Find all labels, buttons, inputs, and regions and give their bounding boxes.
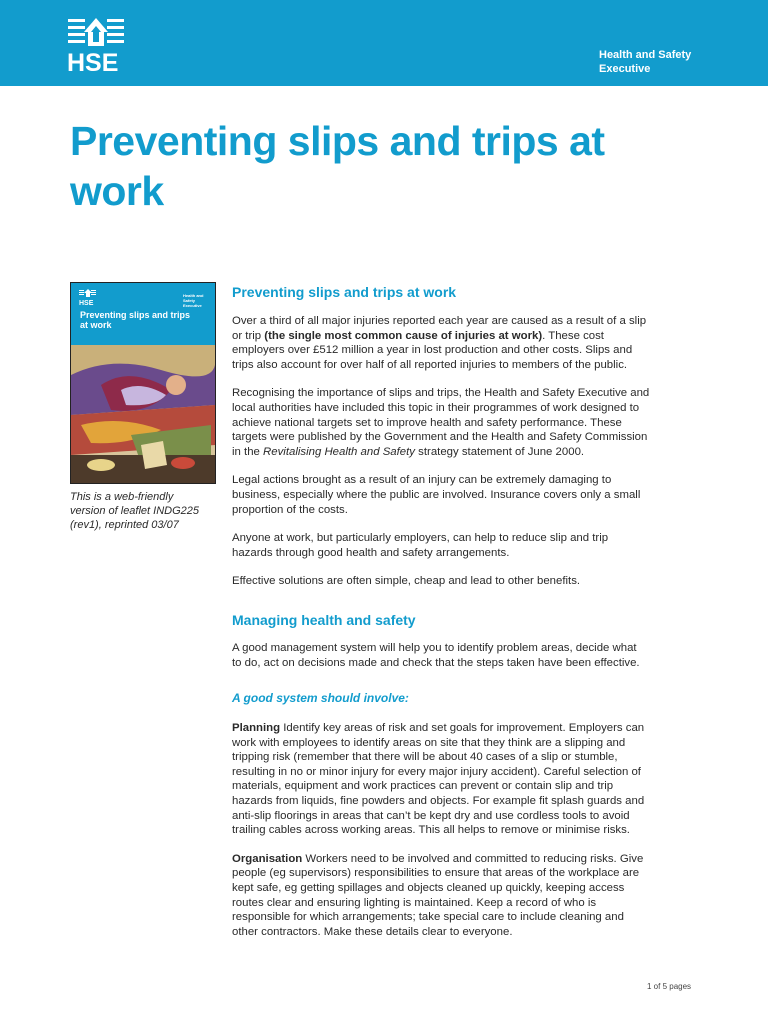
term-label: Organisation [232, 852, 303, 865]
text-line [232, 852, 702, 867]
paragraph [232, 574, 702, 589]
caption-line1: This is a web-friendly [70, 491, 174, 503]
cover-caption [70, 490, 220, 532]
text-line: trailing cables across working areas. This all helps to remove or minimise risks. [232, 824, 630, 837]
text-line: local authorities have included this topic in their programmes of work designed to [232, 401, 640, 414]
text-line: employers over £512 million a year in lost production and other costs. Slips and [232, 344, 633, 357]
leaflet-cover-image [70, 282, 216, 484]
text-line: resulting in no or minor injury for every major injury accident). Careful selection of [232, 765, 641, 778]
text-line: Anyone at work, but particularly employers, can help to reduce slip and trip [232, 532, 609, 545]
text-line: trips also account for over half of all reported injuries to members of the public. [232, 358, 628, 371]
text-line: other contractors. Make these details clear to everyone. [232, 925, 513, 938]
term-label: Planning [232, 722, 281, 735]
paragraph [232, 531, 702, 560]
paragraph [232, 641, 702, 670]
paragraph-organisation [232, 852, 702, 940]
text-line: hazards from liquids, fine powders and objects. For example fit splash guards and [232, 795, 645, 808]
paragraph [232, 386, 702, 459]
text-line: to do, act on decisions made and check that the steps taken have been effective. [232, 656, 640, 669]
page-number: 1 of 5 pages [647, 982, 692, 991]
main-content [232, 283, 702, 939]
paragraph [232, 314, 702, 372]
page-title-line1: Preventing slips and trips at [70, 118, 605, 164]
caption-line2: version of leaflet INDG225 [70, 505, 200, 517]
section-heading: Preventing slips and trips at work [232, 284, 457, 300]
text-span: in the [232, 445, 264, 458]
cover-hse-logo-icon [79, 289, 97, 306]
text-line: Effective solutions are often simple, cheap and lead to other benefits. [232, 575, 581, 588]
text-line: responsible for which arrangements; take special care to include cleaning and [232, 911, 624, 924]
text-line: work with employees to identify areas on site that they think are a slipping and [232, 736, 626, 749]
cover-title-line2: at work [80, 320, 112, 330]
page-title [70, 116, 710, 216]
text-span: Workers need to be involved and committed to reducing risks. Give [302, 852, 644, 865]
text-line [232, 721, 702, 736]
hse-logo-icon [66, 16, 128, 74]
text-line: tripping risk (remember that there will be about 40 cases of a slip or stumble, [232, 751, 618, 764]
text-span: Identify key areas of risk and set goals for improvement. Employers can [280, 722, 645, 735]
text-span: or trip [232, 329, 265, 342]
text-line: people (eg supervisors) responsibilities to ensure that areas of the workplace are [232, 867, 640, 880]
hse-logo-text: HSE [67, 49, 119, 74]
paragraph-planning [232, 721, 702, 838]
org-name-line2: Executive [599, 63, 651, 75]
paragraph [232, 473, 702, 517]
cover-logo-text: HSE [79, 300, 94, 306]
text-line: hazards through good health and safety arrangements. [232, 546, 510, 559]
text-line: anti-slip floorings in areas that can’t be kept dry and use cordless tools to avoid [232, 809, 630, 822]
text-line: targets were published by the Government and the Health and Safety Commission [232, 431, 648, 444]
header-bar [0, 0, 768, 86]
cover-org-line1: Health and Safety [183, 293, 204, 303]
text-line: kept safe, eg getting spillages and objects cleaned up quickly, keeping access [232, 882, 625, 895]
text-span: . These cost [542, 329, 604, 342]
text-line: business, especially where the public are involved. Insurance covers only a small [232, 488, 641, 501]
text-line: A good management system will help you to identify problem areas, decide what [232, 641, 637, 654]
section-heading: Managing health and safety [232, 611, 416, 628]
text-line [232, 329, 702, 344]
cover-org-name [183, 293, 215, 308]
text-line: achieve national targets set to improve health and safety performance. These [232, 416, 622, 429]
text-line [232, 445, 702, 460]
text-line: Over a third of all major injuries reported each year are caused as a result of a slip [232, 315, 647, 327]
org-name [599, 48, 691, 76]
caption-line3: (rev1), reprinted 03/07 [70, 519, 179, 531]
text-line: Legal actions brought as a result of an injury can be extremely damaging to [232, 474, 612, 487]
text-line: materials, equipment and work practices can prevent or contain slip and trip [232, 780, 614, 793]
cover-title-line1: Preventing slips and trips [80, 310, 191, 320]
cover-illustration [71, 345, 215, 483]
page-title-line2: work [70, 168, 164, 214]
org-name-line1: Health and Safety [599, 49, 692, 61]
text-line: proportion of the costs. [232, 503, 348, 516]
text-span: strategy statement of June 2000. [415, 445, 585, 458]
text-line: routes clear and ensuring lighting is maintained. Keep a record of who is [232, 896, 597, 909]
text-line: Recognising the importance of slips and trips, the Health and Safety Executive and [232, 387, 650, 400]
subheading: A good system should involve: [232, 691, 409, 706]
emphasis-text: (the single most common cause of injuries at work) [264, 329, 543, 342]
cover-title [80, 310, 200, 330]
italic-text: Revitalising Health and Safety [263, 445, 415, 458]
cover-org-line2: Executive [183, 303, 202, 308]
